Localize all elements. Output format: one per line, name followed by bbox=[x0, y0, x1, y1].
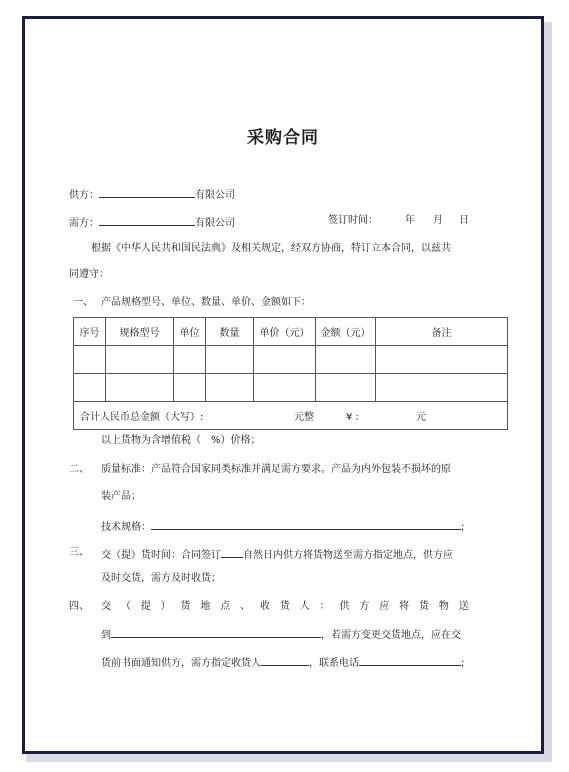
spread-char: 将 bbox=[399, 601, 410, 612]
table-cell[interactable] bbox=[254, 346, 316, 374]
table-cell[interactable] bbox=[254, 374, 316, 402]
table-cell[interactable] bbox=[376, 346, 508, 374]
table-header-row bbox=[74, 318, 508, 346]
table-cell[interactable] bbox=[74, 346, 106, 374]
sign-day: 日 bbox=[459, 215, 469, 226]
delivery-place-suffix: ，若需方变更交货地点，应在交 bbox=[321, 630, 461, 641]
receiver-prefix: 货前书面通知供方，需方指定收货人 bbox=[101, 658, 261, 669]
sign-time-label: 签订时间： bbox=[328, 215, 378, 226]
section-1-number: 一、 bbox=[73, 297, 93, 308]
header-unit-price: 单价（元） bbox=[254, 318, 316, 346]
table-cell[interactable] bbox=[376, 374, 508, 402]
spread-char: 、 bbox=[240, 601, 251, 612]
spread-char: 地 bbox=[200, 601, 211, 612]
section-3-line-2: 及时交货，需方及时收货； bbox=[101, 573, 221, 584]
header-unit: 单位 bbox=[174, 318, 206, 346]
section-4-line-2 bbox=[101, 627, 461, 642]
spread-char: 物 bbox=[438, 601, 449, 612]
tech-spec-end: ; bbox=[461, 522, 465, 533]
tech-spec-line bbox=[101, 519, 464, 534]
spread-char: 货 bbox=[419, 601, 429, 612]
table-row bbox=[74, 374, 508, 402]
sign-year: 年 bbox=[405, 215, 415, 226]
receiver-name-blank[interactable] bbox=[261, 655, 309, 666]
section-4-line-1 bbox=[101, 601, 469, 613]
spread-char: ： bbox=[319, 601, 330, 612]
header-quantity: 数量 bbox=[206, 318, 254, 346]
contact-phone-blank[interactable] bbox=[359, 655, 461, 666]
spread-char: 送 bbox=[458, 601, 469, 612]
section-4-line-3 bbox=[101, 655, 464, 670]
total-yen-sign: ¥ : bbox=[346, 412, 359, 423]
section-2-line-1: 质量标准：产品符合国家同类标准并满足需方要求。产品为内外包装不损坏的原 bbox=[101, 464, 451, 475]
table-cell[interactable] bbox=[106, 346, 174, 374]
delivery-time-prefix: 交（提）货时间：合同签订 bbox=[101, 550, 221, 561]
supplier-label: 供方： bbox=[69, 190, 99, 201]
delivery-place-prefix: 到 bbox=[101, 630, 111, 641]
table-cell[interactable] bbox=[74, 374, 106, 402]
spread-char: 提 bbox=[140, 601, 151, 612]
supplier-line bbox=[69, 187, 235, 202]
header-amount: 金额（元） bbox=[316, 318, 376, 346]
supplier-suffix: 有限公司 bbox=[195, 190, 235, 201]
delivery-time-suffix: 自然日内供方将货物送至需方指定地点，供方应 bbox=[243, 550, 453, 561]
buyer-label: 需方： bbox=[69, 218, 99, 229]
table-cell[interactable] bbox=[174, 346, 206, 374]
buyer-name-blank[interactable] bbox=[99, 215, 195, 226]
header-index: 序号 bbox=[74, 318, 106, 346]
delivery-days-blank[interactable] bbox=[221, 547, 243, 558]
tech-spec-label: 技术规格： bbox=[101, 522, 151, 533]
table-row bbox=[74, 346, 508, 374]
table-total-row bbox=[74, 402, 508, 430]
intro-line-2: 同遵守： bbox=[69, 269, 109, 280]
document-title: 采购合同 bbox=[247, 128, 319, 148]
supplier-name-blank[interactable] bbox=[99, 187, 195, 198]
spread-char: 点 bbox=[220, 601, 231, 612]
header-remarks: 备注 bbox=[376, 318, 508, 346]
contract-page bbox=[22, 16, 544, 754]
buyer-line bbox=[69, 215, 235, 230]
spread-char: 货 bbox=[180, 601, 191, 612]
spread-char: 人 bbox=[299, 601, 310, 612]
spread-char: 货 bbox=[279, 601, 290, 612]
tech-spec-blank[interactable] bbox=[151, 519, 461, 530]
tax-note: 以上货物为含增值税（ %）价格； bbox=[101, 435, 261, 446]
table-cell[interactable] bbox=[206, 346, 254, 374]
spread-char: 供 bbox=[339, 601, 350, 612]
table-cell[interactable] bbox=[206, 374, 254, 402]
product-table bbox=[73, 317, 508, 430]
spread-char: 方 bbox=[359, 601, 370, 612]
table-cell[interactable] bbox=[106, 374, 174, 402]
spread-char: ） bbox=[160, 601, 171, 612]
spread-char: 应 bbox=[379, 601, 390, 612]
delivery-place-blank[interactable] bbox=[111, 627, 321, 638]
section-3-number: 三、 bbox=[69, 547, 89, 558]
section-3-line-1 bbox=[101, 547, 453, 562]
header-spec: 规格型号 bbox=[106, 318, 174, 346]
section-1-heading: 产品规格型号、单位、数量、单价、金额如下： bbox=[101, 297, 311, 308]
spread-char: 收 bbox=[260, 601, 270, 612]
intro-line-1: 根据《中华人民共和国民法典》及相关规定，经双方协商，特订立本合同，以兹共 bbox=[91, 243, 451, 254]
total-whole-yuan: 元整 bbox=[294, 412, 314, 423]
total-yuan: 元 bbox=[416, 412, 426, 423]
total-label: 合计人民币总金额（大写）: bbox=[80, 412, 204, 423]
section-2-line-2: 装产品； bbox=[101, 491, 141, 502]
section-4-number: 四、 bbox=[69, 601, 89, 612]
table-cell[interactable] bbox=[316, 374, 376, 402]
section-2-number: 二、 bbox=[69, 464, 89, 475]
total-amount-cell[interactable] bbox=[74, 402, 508, 430]
table-cell[interactable] bbox=[316, 346, 376, 374]
spread-char: 交 bbox=[101, 601, 111, 612]
spread-char: （ bbox=[120, 601, 131, 612]
contact-phone-label: ，联系电话 bbox=[309, 658, 359, 669]
sign-month: 月 bbox=[433, 215, 443, 226]
contact-phone-end: ; bbox=[461, 658, 465, 669]
buyer-suffix: 有限公司 bbox=[195, 218, 235, 229]
table-cell[interactable] bbox=[174, 374, 206, 402]
